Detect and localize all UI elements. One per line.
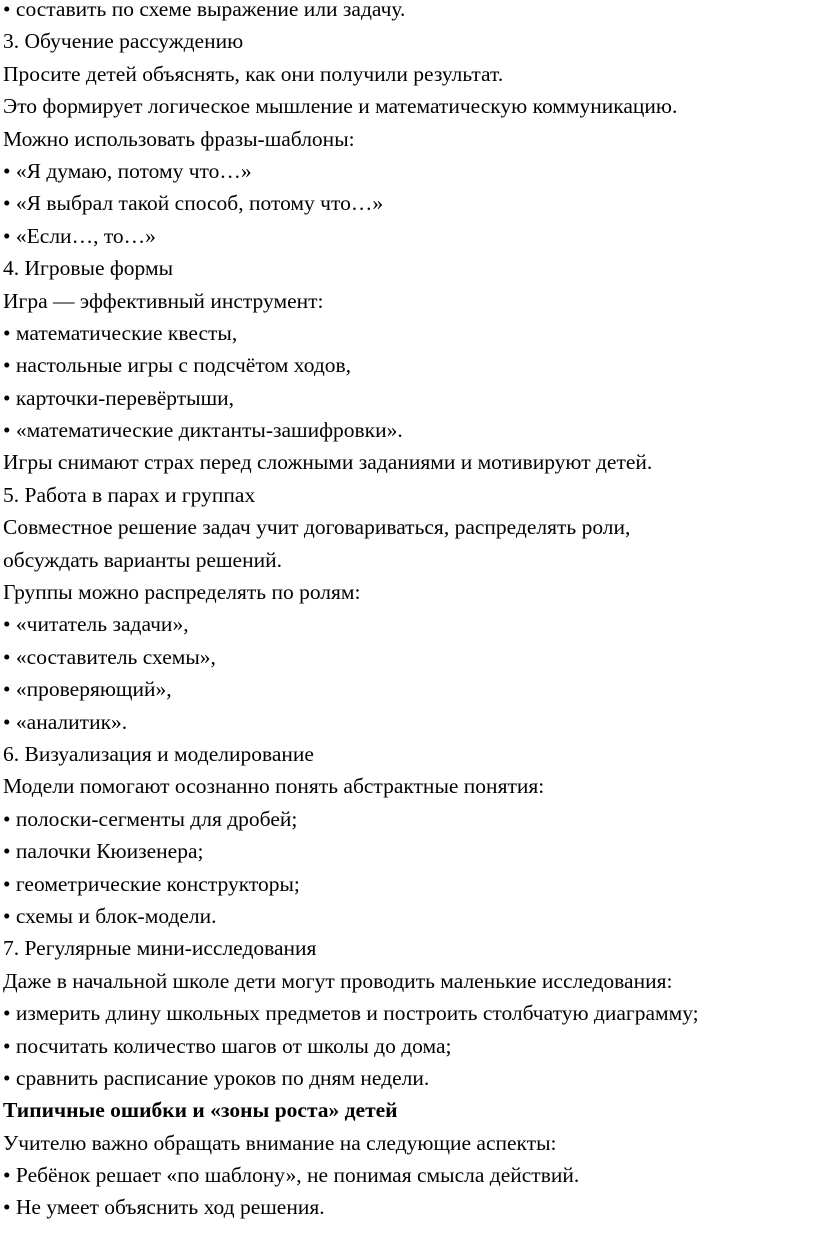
text-line: Это формирует логическое мышление и математическую коммуникацию. bbox=[3, 94, 678, 119]
text-line: • математические квесты, bbox=[3, 320, 238, 345]
text-line: • настольные игры с подсчётом ходов, bbox=[3, 353, 352, 378]
text-line: • «читатель задачи», bbox=[3, 612, 189, 637]
text-line: Игра — эффективный инструмент: bbox=[3, 288, 324, 313]
text-line: 6. Визуализация и моделирование bbox=[3, 741, 314, 766]
text-line: • полоски-сегменты для дробей; bbox=[3, 806, 298, 831]
text-line: • «Если…, то…» bbox=[3, 223, 156, 248]
text-line: • посчитать количество шагов от школы до дома; bbox=[3, 1033, 452, 1058]
text-line: • «Я думаю, потому что…» bbox=[3, 158, 252, 183]
text-line: • схемы и блок-модели. bbox=[3, 903, 217, 928]
text-line: • «Я выбрал такой способ, потому что…» bbox=[3, 191, 384, 216]
section-heading: Типичные ошибки и «зоны роста» детей bbox=[3, 1098, 398, 1123]
document-page bbox=[3, 0, 813, 1224]
text-line: Даже в начальной школе дети могут проводить маленькие исследования: bbox=[3, 968, 673, 993]
text-line: • карточки-перевёртыши, bbox=[3, 385, 235, 410]
text-line: • «проверяющий», bbox=[3, 677, 172, 702]
text-line: • Ребёнок решает «по шаблону», не понимая смысла действий. bbox=[3, 1163, 580, 1188]
text-line: • Не умеет объяснить ход решения. bbox=[3, 1195, 325, 1220]
text-line: • измерить длину школьных предметов и построить столбчатую диаграмму; bbox=[3, 1001, 699, 1026]
text-line: • «аналитик». bbox=[3, 709, 128, 734]
text-line: Просите детей объяснять, как они получили результат. bbox=[3, 61, 504, 86]
text-line: Игры снимают страх перед сложными заданиями и мотивируют детей. bbox=[3, 450, 653, 475]
text-line: Группы можно распределять по ролям: bbox=[3, 580, 361, 605]
text-line: • составить по схеме выражение или задачу. bbox=[3, 0, 406, 21]
text-line: • палочки Кюизенера; bbox=[3, 839, 204, 864]
text-line: обсуждать варианты решений. bbox=[3, 547, 282, 572]
text-line: Можно использовать фразы-шаблоны: bbox=[3, 126, 355, 151]
text-line: Учителю важно обращать внимание на следующие аспекты: bbox=[3, 1130, 557, 1155]
text-line: Совместное решение задач учит договариваться, распределять роли, bbox=[3, 515, 631, 540]
text-line: • сравнить расписание уроков по дням недели. bbox=[3, 1065, 430, 1090]
text-line: 7. Регулярные мини-исследования bbox=[3, 936, 317, 961]
text-line: 3. Обучение рассуждению bbox=[3, 29, 244, 54]
text-line: 4. Игровые формы bbox=[3, 256, 174, 281]
text-line: • геометрические конструкторы; bbox=[3, 871, 300, 896]
text-line: • «математические диктанты-зашифровки». bbox=[3, 418, 403, 443]
text-line: Модели помогают осознанно понять абстрактные понятия: bbox=[3, 774, 545, 799]
text-line: • «составитель схемы», bbox=[3, 644, 216, 669]
text-line: 5. Работа в парах и группах bbox=[3, 482, 256, 507]
